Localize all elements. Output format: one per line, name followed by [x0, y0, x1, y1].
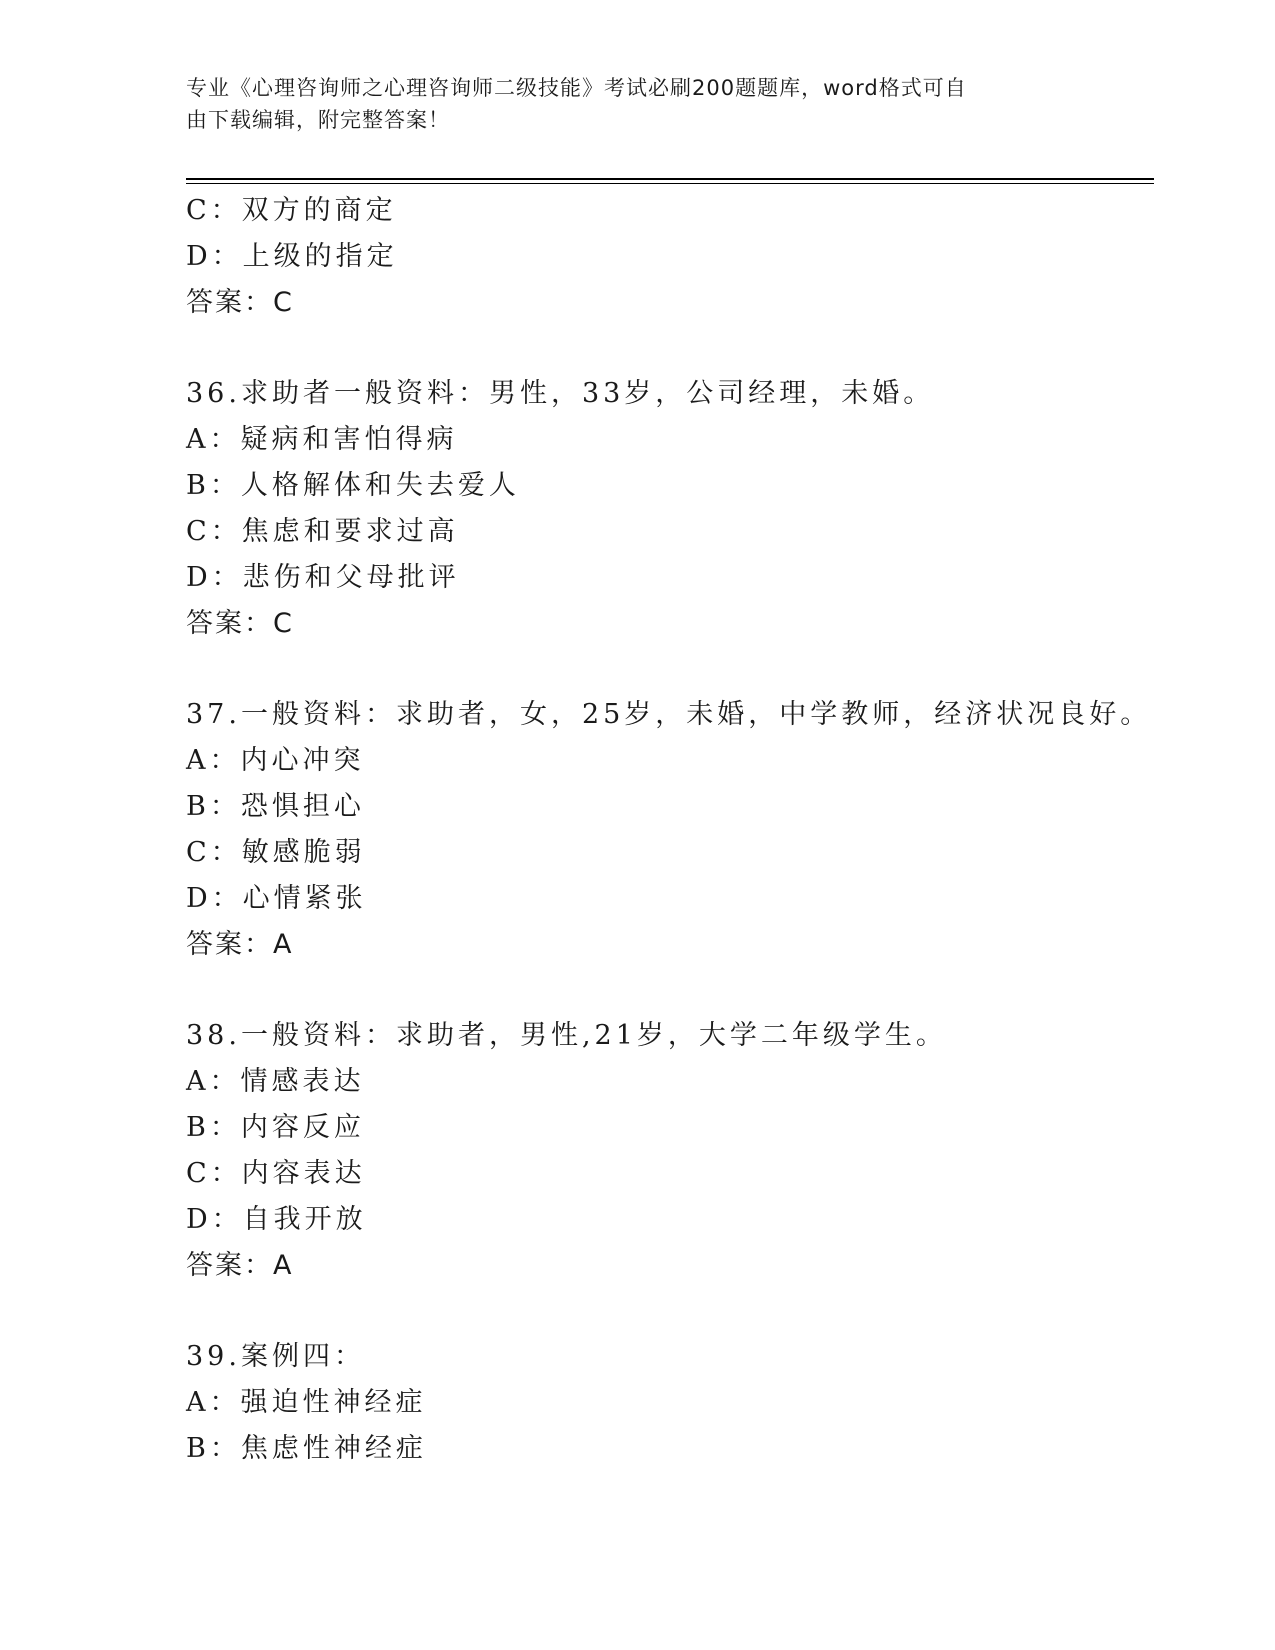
option-d: D：悲伤和父母批评	[186, 562, 460, 593]
answer-line: 答案：A	[186, 1250, 294, 1281]
option-a: A：情感表达	[186, 1066, 365, 1097]
question-list	[186, 188, 1152, 1472]
answer-line: 答案：C	[186, 287, 294, 318]
option-a: A：内心冲突	[186, 745, 365, 776]
header-line-2: 由下载编辑，附完整答案！	[186, 108, 450, 132]
option-a: A：疑病和害怕得病	[186, 424, 458, 455]
answer-line: 答案：A	[186, 929, 294, 960]
option-c: C：敏感脆弱	[186, 837, 366, 868]
option-a: A：强迫性神经症	[186, 1387, 427, 1418]
question-stem-36: 36.求助者一般资料：男性，33岁，公司经理，未婚。	[186, 378, 935, 409]
answer-line: 答案：C	[186, 608, 294, 639]
question-stem-39: 39.案例四：	[186, 1341, 365, 1372]
question-stem-37: 37.一般资料：求助者，女，25岁，未婚，中学教师，经济状况良好。	[186, 699, 1152, 730]
option-b: B：内容反应	[186, 1112, 365, 1143]
option-d: D：自我开放	[186, 1204, 367, 1235]
option-c: C：双方的商定	[186, 195, 397, 226]
page-header	[186, 72, 1066, 136]
question-stem-38: 38.一般资料：求助者，男性,21岁，大学二年级学生。	[186, 1020, 947, 1051]
option-b: B：人格解体和失去爱人	[186, 470, 520, 501]
option-c: C：内容表达	[186, 1158, 366, 1189]
option-d: D：心情紧张	[186, 883, 367, 914]
header-line-1: 专业《心理咨询师之心理咨询师二级技能》考试必刷200题题库，word格式可自	[186, 76, 967, 100]
option-b: B：恐惧担心	[186, 791, 365, 822]
option-c: C：焦虑和要求过高	[186, 516, 459, 547]
option-d: D：上级的指定	[186, 241, 398, 272]
option-b: B：焦虑性神经症	[186, 1433, 427, 1464]
header-divider	[186, 178, 1154, 184]
